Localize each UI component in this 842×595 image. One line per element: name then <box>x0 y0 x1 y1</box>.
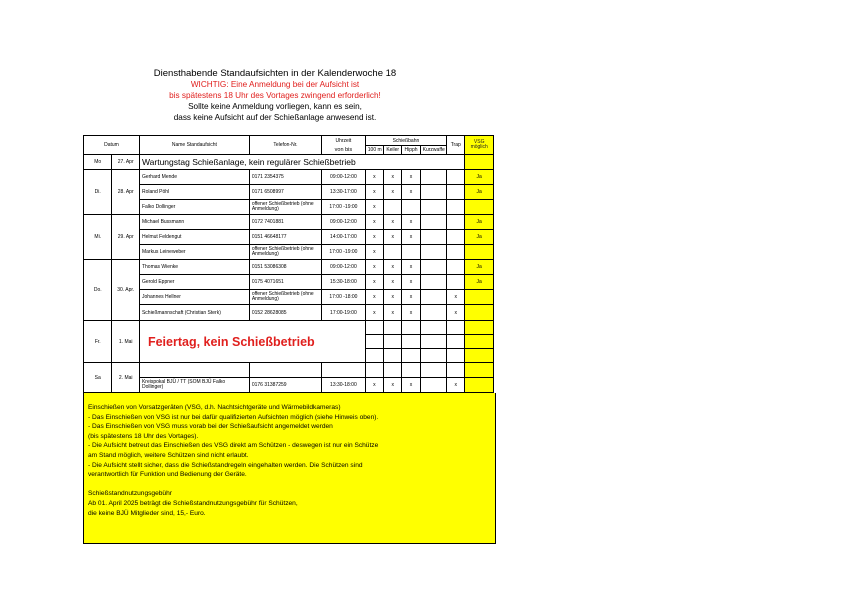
date-cell: 27. Apr <box>112 155 139 170</box>
mark-cell <box>420 185 446 200</box>
warning-line-2: bis spätestens 18 Uhr des Vortages zwingend erforderlich! <box>169 91 381 100</box>
vsg-cell: Ja <box>465 230 494 245</box>
col-trap: Trap <box>447 136 465 155</box>
mark-cell: x <box>384 290 402 305</box>
info-line-1: Sollte keine Anmeldung vorliegen, kann es sein, <box>188 102 362 111</box>
fee-line: die keine BJÜ Mitglieder sind, 15,- Euro. <box>88 509 206 517</box>
tel-cell: 0151 46648177 <box>249 230 321 245</box>
name-cell: Gerhard Mende <box>139 170 249 185</box>
mark-cell: x <box>384 230 402 245</box>
day-cell: Mo <box>84 155 112 170</box>
vsg-cell <box>465 378 494 393</box>
mark-cell: x <box>384 170 402 185</box>
day-cell: Sa <box>84 363 112 393</box>
mark-cell: x <box>402 185 420 200</box>
col-schiessbahn: Schießbahn <box>365 136 446 146</box>
day-cell: Fr. <box>84 321 112 363</box>
name-cell: Falko Dollinger <box>139 200 249 215</box>
day-cell: Di. <box>84 170 112 215</box>
fee-title: Schießstandnutzungsgebühr <box>88 490 172 498</box>
vsg-cell <box>465 290 494 305</box>
trap-cell <box>447 185 465 200</box>
tel-cell: 0175 4071651 <box>249 275 321 290</box>
notes-box <box>83 393 496 544</box>
mark-cell <box>420 170 446 185</box>
table-row <box>84 230 494 245</box>
date-cell: 1. Mai <box>112 321 139 363</box>
note-line: am Stand möglich, weitere Schützen sind nicht erlaubt. <box>88 451 249 459</box>
mark-cell <box>420 215 446 230</box>
mark-cell: x <box>384 260 402 275</box>
mark-cell: x <box>365 378 383 393</box>
vsg-cell: Ja <box>465 170 494 185</box>
tel-cell: offener Schießbetrieb (ohne Anmeldung) <box>249 290 321 305</box>
col-telefon: Telefon-Nr. <box>249 136 321 155</box>
tel-cell: 0151 53086308 <box>249 260 321 275</box>
mark-cell: x <box>402 305 420 321</box>
tel-cell: 0152 28628085 <box>249 305 321 321</box>
name-cell: Thomas Wienke <box>139 260 249 275</box>
mark-cell: x <box>384 275 402 290</box>
trap-cell: x <box>447 378 465 393</box>
mark-cell: x <box>402 378 420 393</box>
vsg-cell <box>465 245 494 260</box>
vsg-cell: Ja <box>465 260 494 275</box>
day-cell: Mi. <box>84 215 112 260</box>
trap-cell <box>447 170 465 185</box>
table-row <box>84 200 494 215</box>
note-line: - Das Einschießen von VSG ist nur bei dafür qualifizierten Aufsichten möglich (siehe Hinweis oben). <box>88 413 379 421</box>
trap-cell <box>447 200 465 215</box>
mark-cell <box>384 200 402 215</box>
mark-cell <box>420 260 446 275</box>
mark-cell: x <box>384 378 402 393</box>
note-line: - Das Einschießen von VSG muss vorab bei der Schießaufsicht angemeldet werden <box>88 423 333 431</box>
vsg-cell <box>465 200 494 215</box>
table-row <box>84 185 494 200</box>
table-row <box>84 215 494 230</box>
table-row <box>84 245 494 260</box>
name-cell: Schießmannschaft (Christian Sterk) <box>139 305 249 321</box>
mark-cell <box>420 305 446 321</box>
col-datum: Datum <box>84 136 140 155</box>
mark-cell: x <box>365 290 383 305</box>
time-cell: 17:00 -19:00 <box>322 245 366 260</box>
date-cell: 30. Apr. <box>112 260 139 321</box>
maintenance-note: Wartungstag Schießanlage, kein regulärer Schießbetrieb <box>139 155 464 170</box>
trap-cell <box>447 230 465 245</box>
mark-cell <box>420 378 446 393</box>
day-cell: Do. <box>84 260 112 321</box>
col-bahn-keiler: Keiler <box>384 146 402 155</box>
mark-cell: x <box>365 185 383 200</box>
table-row <box>84 305 494 321</box>
mark-cell: x <box>365 260 383 275</box>
mark-cell: x <box>365 245 383 260</box>
trap-cell <box>447 260 465 275</box>
mark-cell <box>402 245 420 260</box>
tel-cell: 0171 6508997 <box>249 185 321 200</box>
mark-cell <box>402 200 420 215</box>
time-cell: 09:00-12:00 <box>322 215 366 230</box>
note-line: (bis spätestens 18 Uhr des Vortages). <box>88 432 199 440</box>
name-cell: Kreispokal BJÜ / TT (SOM BJÜ Falko Dollinger) <box>139 378 249 393</box>
table-row <box>84 260 494 275</box>
col-vonbis: von bis <box>322 146 366 155</box>
name-cell: Helmut Feldengut <box>139 230 249 245</box>
time-cell: 17:00 -18:00 <box>322 290 366 305</box>
trap-cell: x <box>447 305 465 321</box>
date-cell: 2. Mai <box>112 363 139 393</box>
mark-cell <box>420 275 446 290</box>
table-row <box>84 155 494 170</box>
mark-cell: x <box>402 230 420 245</box>
col-uhrzeit: Uhrzeit <box>322 136 366 146</box>
time-cell: 15:30-18:00 <box>322 275 366 290</box>
trap-cell <box>447 215 465 230</box>
vsg-cell: Ja <box>465 215 494 230</box>
name-cell: Gerold Eppner <box>139 275 249 290</box>
mark-cell <box>420 230 446 245</box>
mark-cell <box>420 245 446 260</box>
time-cell: 09:00-12:00 <box>322 170 366 185</box>
table-row <box>84 363 494 378</box>
tel-cell: 0171 2354375 <box>249 170 321 185</box>
holiday-note: Feiertag, kein Schießbetrieb <box>139 321 365 363</box>
time-cell: 13:30-18:00 <box>322 378 366 393</box>
table-row <box>84 290 494 305</box>
note-line: - Die Aufsicht betreut das Einschießen des VSG direkt am Schützen - deswegen ist nur ein Schütze <box>88 442 379 450</box>
name-cell: Johannes Hellner <box>139 290 249 305</box>
col-bahn-hipph: Hipph <box>402 146 420 155</box>
mark-cell: x <box>384 185 402 200</box>
vsg-cell: Ja <box>465 185 494 200</box>
time-cell: 14:00-17:00 <box>322 230 366 245</box>
mark-cell: x <box>384 305 402 321</box>
mark-cell: x <box>402 275 420 290</box>
time-cell: 17:00 -19:00 <box>322 200 366 215</box>
col-bahn-kurzwaffe: Kurzwaffe <box>420 146 446 155</box>
col-name: Name Standaufsicht <box>139 136 249 155</box>
tel-cell: 0172 7401881 <box>249 215 321 230</box>
mark-cell: x <box>365 200 383 215</box>
trap-cell <box>447 275 465 290</box>
mark-cell: x <box>384 215 402 230</box>
name-cell: Markus Leineweber <box>139 245 249 260</box>
table-row <box>84 275 494 290</box>
name-cell: Roland Pöhl <box>139 185 249 200</box>
table-row <box>84 378 494 393</box>
time-cell: 17:00-19:00 <box>322 305 366 321</box>
mark-cell <box>420 290 446 305</box>
mark-cell: x <box>365 215 383 230</box>
table-row <box>84 321 494 335</box>
page-title: Diensthabende Standaufsichten in der Kalenderwoche 18 <box>153 68 397 79</box>
note-line: verantwortlich für Funktion und Bedienung der Geräte. <box>88 471 247 479</box>
time-cell: 13:30-17:00 <box>322 185 366 200</box>
vsg-cell <box>465 305 494 321</box>
mark-cell <box>420 200 446 215</box>
date-cell: 29. Apr <box>112 215 139 260</box>
name-cell: Michael Bussmann <box>139 215 249 230</box>
col-bahn-100m: 100 m <box>365 146 383 155</box>
note-line: - Die Aufsicht stellt sicher, dass die Schießstandregeln eingehalten werden. Die Schützen sind <box>88 461 363 469</box>
trap-cell <box>447 245 465 260</box>
mark-cell: x <box>402 170 420 185</box>
warning-line-1: WICHTIG: Eine Anmeldung bei der Aufsicht ist <box>190 80 360 89</box>
time-cell: 09:00-12:00 <box>322 260 366 275</box>
fee-line: Ab 01. April 2025 beträgt die Schießstandnutzungsgebühr für Schützen, <box>88 499 298 507</box>
mark-cell: x <box>365 275 383 290</box>
schedule-table <box>83 135 494 393</box>
mark-cell: x <box>402 260 420 275</box>
mark-cell: x <box>365 305 383 321</box>
mark-cell <box>384 245 402 260</box>
tel-cell: 0176 31387259 <box>249 378 321 393</box>
mark-cell: x <box>402 215 420 230</box>
table-row <box>84 170 494 185</box>
vsg-title: Einschießen von Vorsatzgeräten (VSG, d.h. Nachtsichtgeräte und Wärmebildkameras) <box>88 404 341 411</box>
tel-cell: offener Schießbetrieb (ohne Anmeldung) <box>249 245 321 260</box>
header-row <box>84 136 494 146</box>
mark-cell: x <box>365 230 383 245</box>
vsg-cell: Ja <box>465 275 494 290</box>
date-cell: 28. Apr <box>112 170 139 215</box>
col-vsg: VSG möglich <box>465 136 494 155</box>
tel-cell: offener Schießbetrieb (ohne Anmeldung) <box>249 200 321 215</box>
info-line-2: dass keine Aufsicht auf der Schießanlage anwesend ist. <box>173 113 377 122</box>
mark-cell: x <box>365 170 383 185</box>
trap-cell: x <box>447 290 465 305</box>
mark-cell: x <box>402 290 420 305</box>
